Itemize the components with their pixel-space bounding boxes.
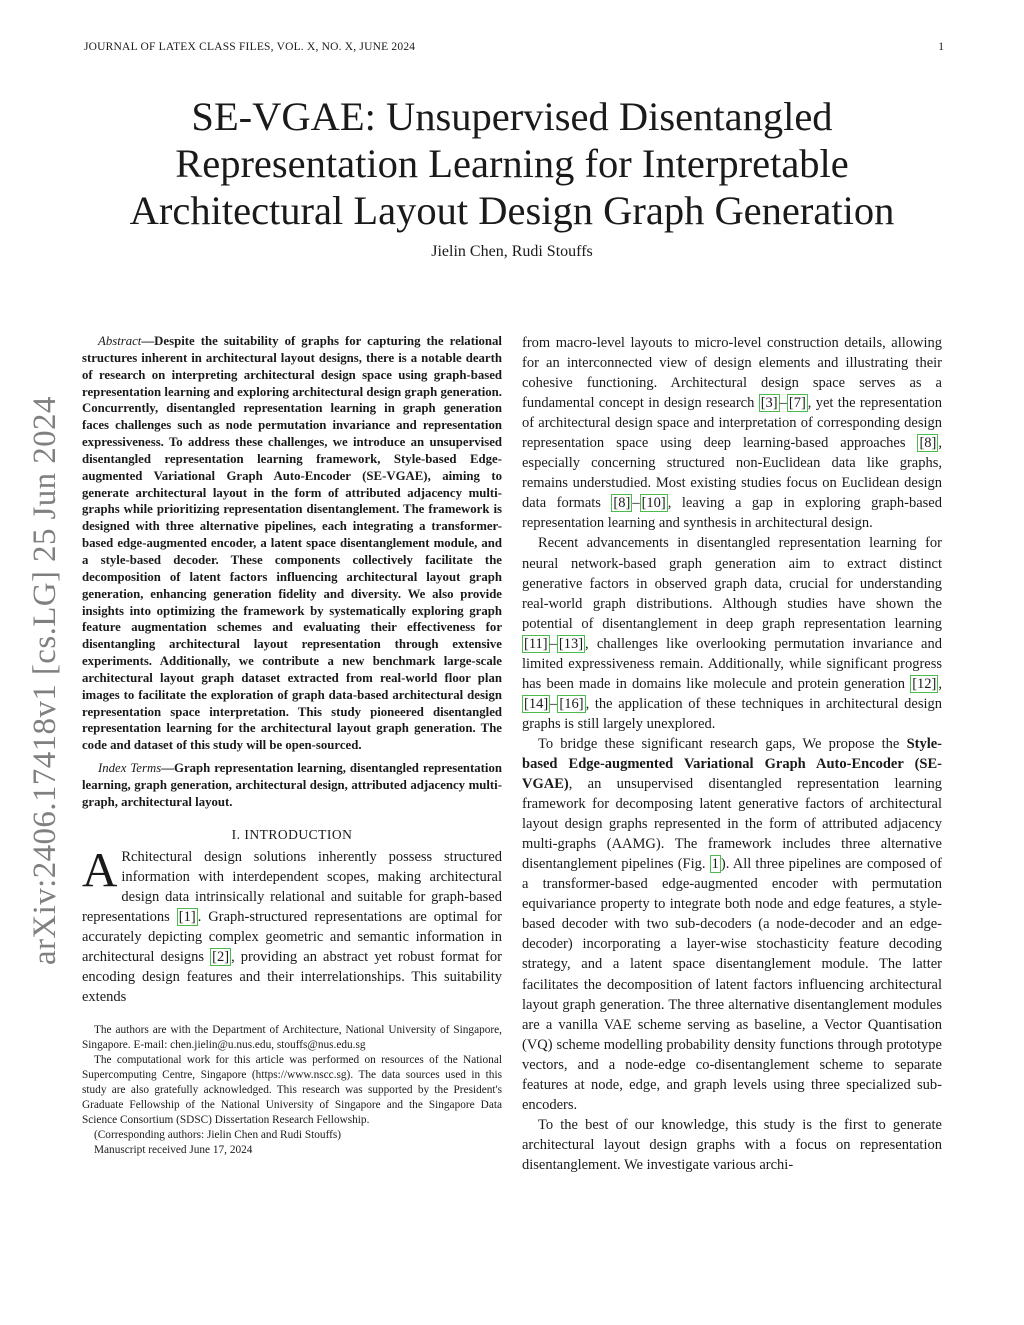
left-column: [82, 333, 502, 1158]
journal-header: JOURNAL OF LATEX CLASS FILES, VOL. X, NO. X, JUNE 2024: [84, 41, 416, 53]
index-terms-label: Index Terms: [98, 761, 162, 776]
title-line: Architectural Layout Design Graph Generation: [129, 188, 895, 233]
page-number: 1: [938, 41, 944, 53]
citation-link[interactable]: [11]: [524, 635, 548, 652]
citation-link[interactable]: [16]: [559, 695, 584, 712]
body-paragraph: [522, 533, 942, 733]
citation-link[interactable]: [7]: [788, 395, 806, 412]
footnotes: [82, 1023, 502, 1159]
citation-link[interactable]: [10]: [641, 495, 666, 512]
framework-name: Style-based Edge-augmented Variational Graph Auto-Encoder (SE-VGAE): [522, 735, 942, 793]
body-text: , yet the representation of architectural design space and interpretation of corresponding design representation space using deep learning-based approaches: [522, 395, 942, 452]
running-header: [84, 41, 944, 57]
section-title: INTRODUCTION: [244, 826, 353, 842]
abstract: [82, 333, 502, 754]
dash: –: [632, 495, 640, 512]
intro-text: , providing an abstract yet robust format for encoding design features and their interrelationships. This suitability extends: [82, 948, 502, 1005]
body-paragraph: To the best of our knowledge, this study is the first to generate architectural layout design graphs with a focus on representation disentanglement. We investigate various archi-: [522, 1116, 942, 1173]
dash: –: [550, 695, 558, 712]
separator: ,: [938, 675, 942, 692]
intro-text: . Graph-structured representations are optimal for accurately depicting complex geometric and semantic information in architectural designs: [82, 908, 502, 965]
body-text: , challenges like overlooking permutation invariance and limited expressiveness remain. Additionally, while significant progress has been made in domains like molecule and protein generation: [522, 635, 942, 692]
body-text: , especially concerning structured non-Euclidean data like graphs, remains understudied. Most existing studies focus on Euclidean design data formats: [522, 435, 942, 512]
body-text: , an unsupervised disentangled representation learning framework for decomposing latent generative factors of architectural layout design graphs represented in the form of attributed adjacency multi-graphs (AAMG). The framework includes three alternative disentanglement pipelines (Fig.: [522, 776, 942, 873]
authors: Jielin Chen, Rudi Stouffs: [431, 243, 593, 260]
footnote-corresponding: (Corresponding authors: Jielin Chen and Rudi Stouffs): [94, 1129, 342, 1142]
body-text: Recent advancements in disentangled representation learning for neural network-based graph generation aim to extract distinct generative factors in observed graph data, crucial for understanding real-world graph distributions. Although studies have shown the potential of disentanglement in deep graph representation learning: [522, 535, 942, 632]
body-text: ). All three pipelines are composed of a transformer-based edge-augmented encoder with permutation equivariance property to integrate both node and edge features, a style-based decoder with two sub-decoders (a node-decoder and an edge-decoder) incorporating a layer-wise stochasticity feature decoding strategy, and a latent space disentanglement module. The latter facilitates the decomposition of latent factors influencing architectural layout graph generation. The three alternative disentanglement modules are a vanilla VAE scheme serving as baseline, a Vector Quantisation (VQ) scheme modelling probability density functions through prototype vectors, and a node-edge co-disentanglement scheme to separate features at node, edge, and graph levels using three specialized sub-encoders.: [522, 856, 942, 1113]
figure-link[interactable]: 1: [711, 856, 719, 873]
citation-link[interactable]: [12]: [912, 675, 937, 692]
index-terms-text: —Graph representation learning, disentangled representation learning, graph generation, architectural design, attributed adjacency multi-graph, architectural layout.: [82, 761, 502, 809]
intro-text: Rchitectural design solutions inherently possess structured information with interdependent scopes, making architectural design data intrinsically relational and suitable for graph-based representations: [82, 848, 502, 925]
intro-paragraph: [82, 841, 502, 1007]
paper-title: [60, 93, 964, 234]
citation-link[interactable]: [1]: [178, 908, 196, 925]
citation-link[interactable]: [14]: [524, 695, 549, 712]
body-text: , leaving a gap in exploring graph-based representation learning and synthesis in architectural design.: [522, 495, 942, 532]
body-paragraph: [522, 333, 942, 533]
body-paragraph: [522, 734, 942, 1115]
footnote-affiliation: The authors are with the Department of Architecture, National University of Singapore, Singapore. E-mail: chen.jielin@u.nus.edu, stouffs@nus.edu.sg: [82, 1023, 502, 1051]
citation-link[interactable]: [2]: [212, 948, 230, 965]
footnote-received: Manuscript received June 17, 2024: [94, 1144, 253, 1157]
dash: –: [779, 395, 787, 412]
body-text: , the application of these techniques in architectural design graphs is still largely unexplored.: [522, 695, 942, 732]
right-column: [522, 333, 942, 1175]
dash: –: [549, 635, 557, 652]
dropcap: A: [82, 841, 118, 897]
abstract-label: Abstract: [98, 334, 142, 348]
title-line: SE-VGAE: Unsupervised Disentangled: [191, 94, 833, 139]
citation-link[interactable]: [8]: [919, 435, 937, 452]
abstract-text: —Despite the suitability of graphs for capturing the relational structures inherent in architectural layout designs, there is a notable dearth of research on interpreting architectural design space using graph-based representation learning and exploring architectural design graph generation. Concurrently, disentangled representation learning in graph generation faces challenges such as node permutation invariance and representation expressiveness. To address these challenges, we introduce an unsupervised disentangled representation learning framework, Style-based Edge-augmented Variational Graph Auto-Encoder (SE-VGAE), aiming to generate architectural layout in the form of attributed adjacency multi-graphs while prioritizing representation disentanglement. The framework is designed with three alternative pipelines, each integrating a transformer-based edge-augmented encoder, a latent space disentanglement module, and a style-based decoder. These components collectively facilitate the decomposition of latent factors influencing architectural layout graph generation, enhancing generation fidelity and diversity. We also provide insights into optimizing the framework by systematically exploring graph feature augmentation schemes and evaluating their effectiveness for disentangling architectural layout representation through extensive experiments. Additionally, we contribute a new benchmark large-scale architectural layout graph dataset extracted from real-world floor plan images to facilitate the exploration of graph data-based architectural design representation space interpretation. This study pioneered disentangled representation learning for the architectural layout graph generation. The code and dataset of this study will be open-sourced.: [82, 334, 502, 753]
arxiv-watermark: arXiv:2406.17418v1 [cs.LG] 25 Jun 2024: [27, 396, 63, 965]
citation-link[interactable]: [8]: [613, 495, 631, 512]
footnote-acknowledgement: The computational work for this article was performed on resources of the National Supercomputing Centre, Singapore (https://www.nscc.sg). The data sources used in this study are also gratefully acknowledged. This research was supported by the President's Graduate Fellowship of the National University of Singapore and the Singapore Data Science Consortium (SDSC) Dissertation Research Fellowship.: [82, 1053, 502, 1127]
body-text: from macro-level layouts to micro-level construction details, allowing for an interconnected view of design elements and illustrating their cohesive functioning. Architectural design space serves as a fundamental concept in design research: [522, 335, 942, 412]
body-text: To bridge these significant research gaps, We propose the: [538, 735, 907, 752]
section-heading-introduction: [82, 827, 502, 843]
title-line: Representation Learning for Interpretable: [175, 141, 849, 186]
citation-link[interactable]: [13]: [558, 635, 584, 652]
section-number: I.: [231, 826, 241, 842]
citation-link[interactable]: [3]: [760, 395, 778, 412]
index-terms: [82, 760, 502, 811]
